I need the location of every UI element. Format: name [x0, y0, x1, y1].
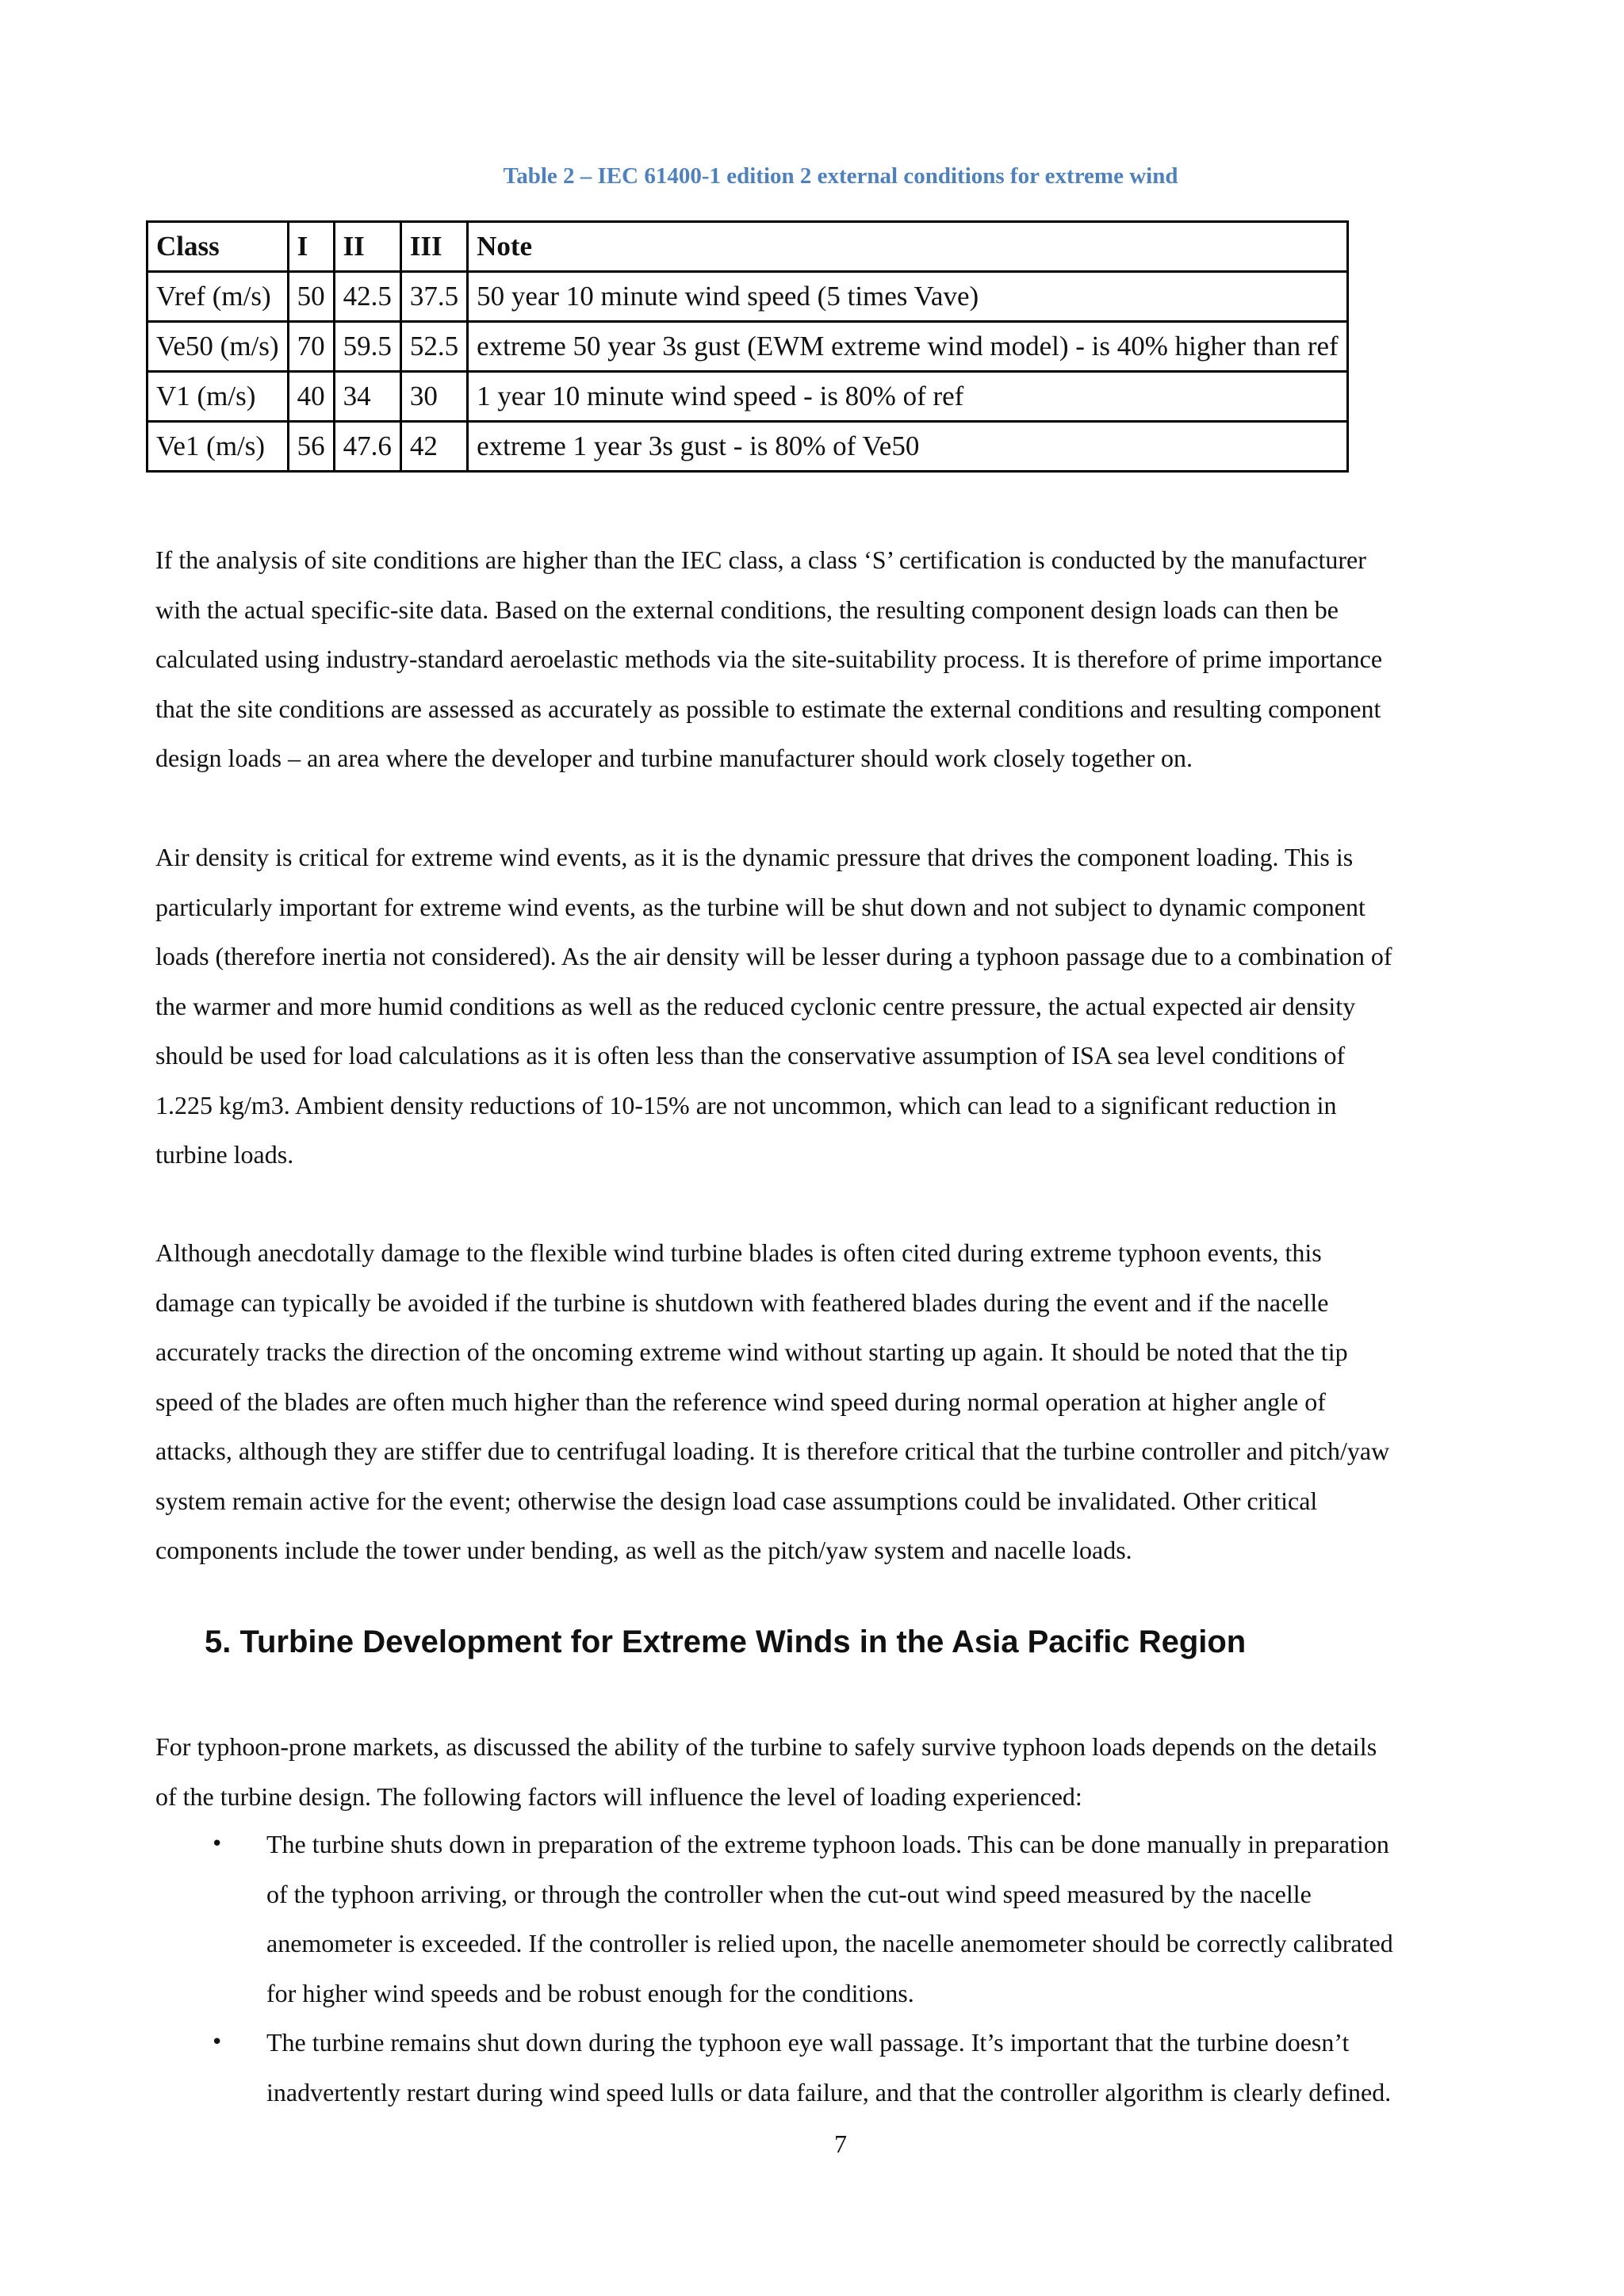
text-line: anemometer is exceeded. If the controller is relied upon, the nacelle anemometer should be correctly calibrated: [266, 1929, 1393, 1957]
section-heading: 5. Turbine Development for Extreme Winds in the Asia Pacific Region: [205, 1624, 1247, 1659]
table-row: [147, 372, 1348, 422]
cell-class-i: 40: [288, 372, 334, 422]
text-line: Air density is critical for extreme wind events, as it is the dynamic pressure that drives the component loading. This is: [155, 843, 1354, 871]
text-line: The turbine shuts down in preparation of the extreme typhoon loads. This can be done manually in preparation: [266, 1830, 1389, 1858]
cell-class-i: 56: [288, 422, 334, 472]
cell-note: 50 year 10 minute wind speed (5 times Vave): [468, 272, 1348, 322]
cell-class-iii: 37.5: [400, 272, 467, 322]
text-line: that the site conditions are assessed as accurately as possible to estimate the external conditions and resulting component: [155, 694, 1381, 723]
factor-list: [155, 1820, 1503, 2117]
page-number: 7: [834, 2130, 847, 2158]
paragraph-site-conditions: [155, 535, 1496, 783]
cell-parameter: V1 (m/s): [147, 372, 289, 422]
bullet-icon: •: [211, 2030, 224, 2054]
extreme-wind-table: [146, 220, 1349, 473]
text-line: If the analysis of site conditions are higher than the IEC class, a class ‘S’ certification is conducted by the manufacturer: [155, 545, 1366, 574]
header-class-iii: III: [400, 222, 467, 272]
text-line: system remain active for the event; otherwise the design load case assumptions could be invalidated. Other critical: [155, 1486, 1318, 1515]
table-row: [147, 422, 1348, 472]
list-item: [155, 2018, 1503, 2117]
cell-note: extreme 50 year 3s gust (EWM extreme wind model) - is 40% higher than ref: [468, 322, 1348, 372]
text-line: design loads – an area where the developer and turbine manufacturer should work closely together on.: [155, 744, 1193, 772]
text-line: particularly important for extreme wind events, as the turbine will be shut down and not subject to dynamic component: [155, 892, 1365, 921]
text-line: of the turbine design. The following factors will influence the level of loading experienced:: [155, 1781, 1082, 1811]
table-row: [147, 322, 1348, 372]
paragraph-section-intro: [155, 1722, 1496, 1821]
header-class-ii: II: [334, 222, 400, 272]
text-line: of the typhoon arriving, or through the controller when the cut-out wind speed measured by the nacelle: [266, 1879, 1312, 1908]
text-line: accurately tracks the direction of the oncoming extreme wind without starting up again. It should be noted that the tip: [155, 1337, 1348, 1366]
cell-note: 1 year 10 minute wind speed - is 80% of ref: [468, 372, 1348, 422]
text-line: should be used for load calculations as it is often less than the conservative assumption of ISA sea level conditions of: [155, 1041, 1346, 1070]
table-header-row: [147, 222, 1348, 272]
cell-class-ii: 42.5: [334, 272, 400, 322]
cell-parameter: Ve50 (m/s): [147, 322, 289, 372]
text-line: Although anecdotally damage to the flexible wind turbine blades is often cited during extreme typhoon events, this: [155, 1238, 1322, 1267]
cell-class-ii: 59.5: [334, 322, 400, 372]
cell-class-iii: 30: [400, 372, 467, 422]
text-line: for higher wind speeds and be robust enough for the conditions.: [266, 1978, 914, 2007]
text-line: attacks, although they are stiffer due to centrifugal loading. It is therefore critical that the turbine controller and pitch/yaw: [155, 1437, 1390, 1465]
cell-class-ii: 47.6: [334, 422, 400, 472]
table-caption: Table 2 – IEC 61400-1 edition 2 external conditions for extreme wind: [503, 163, 1178, 189]
cell-class-i: 70: [288, 322, 334, 372]
text-line: with the actual specific-site data. Based on the external conditions, the resulting component design loads can then be: [155, 595, 1339, 624]
cell-class-i: 50: [288, 272, 334, 322]
text-line: speed of the blades are often much higher than the reference wind speed during normal operation at higher angle of: [155, 1387, 1326, 1416]
text-line: inadvertently restart during wind speed lulls or data failure, and that the controller algorithm is clearly defined.: [266, 2077, 1392, 2107]
table-row: [147, 272, 1348, 322]
cell-class-ii: 34: [334, 372, 400, 422]
header-class: Class: [147, 222, 289, 272]
text-line: loads (therefore inertia not considered). As the air density will be lesser during a typhoon passage due to a combination of: [155, 942, 1392, 970]
header-note: Note: [468, 222, 1348, 272]
text-line: components include the tower under bending, as well as the pitch/yaw system and nacelle loads.: [155, 1536, 1132, 1564]
text-line: For typhoon-prone markets, as discussed the ability of the turbine to safely survive typhoon loads depends on the details: [155, 1732, 1377, 1761]
text-line: damage can typically be avoided if the turbine is shutdown with feathered blades during the event and if the nacelle: [155, 1288, 1329, 1317]
cell-class-iii: 52.5: [400, 322, 467, 372]
paragraph-blade-damage: [155, 1228, 1496, 1575]
cell-parameter: Ve1 (m/s): [147, 422, 289, 472]
text-line: the warmer and more humid conditions as well as the reduced cyclonic centre pressure, the actual expected air density: [155, 991, 1356, 1020]
bullet-icon: •: [211, 1832, 224, 1856]
text-line: 1.225 kg/m3. Ambient density reductions of 10-15% are not uncommon, which can lead to a significant reduction in: [155, 1090, 1337, 1119]
text-line: turbine loads.: [155, 1140, 294, 1169]
cell-class-iii: 42: [400, 422, 467, 472]
header-class-i: I: [288, 222, 334, 272]
list-item: [155, 1820, 1503, 2018]
cell-parameter: Vref (m/s): [147, 272, 289, 322]
text-line: The turbine remains shut down during the typhoon eye wall passage. It’s important that the turbine doesn’t: [266, 2028, 1350, 2057]
paragraph-air-density: [155, 832, 1496, 1180]
cell-note: extreme 1 year 3s gust - is 80% of Ve50: [468, 422, 1348, 472]
text-line: calculated using industry-standard aeroelastic methods via the site-suitability process. It is therefore of prime importance: [155, 645, 1383, 673]
